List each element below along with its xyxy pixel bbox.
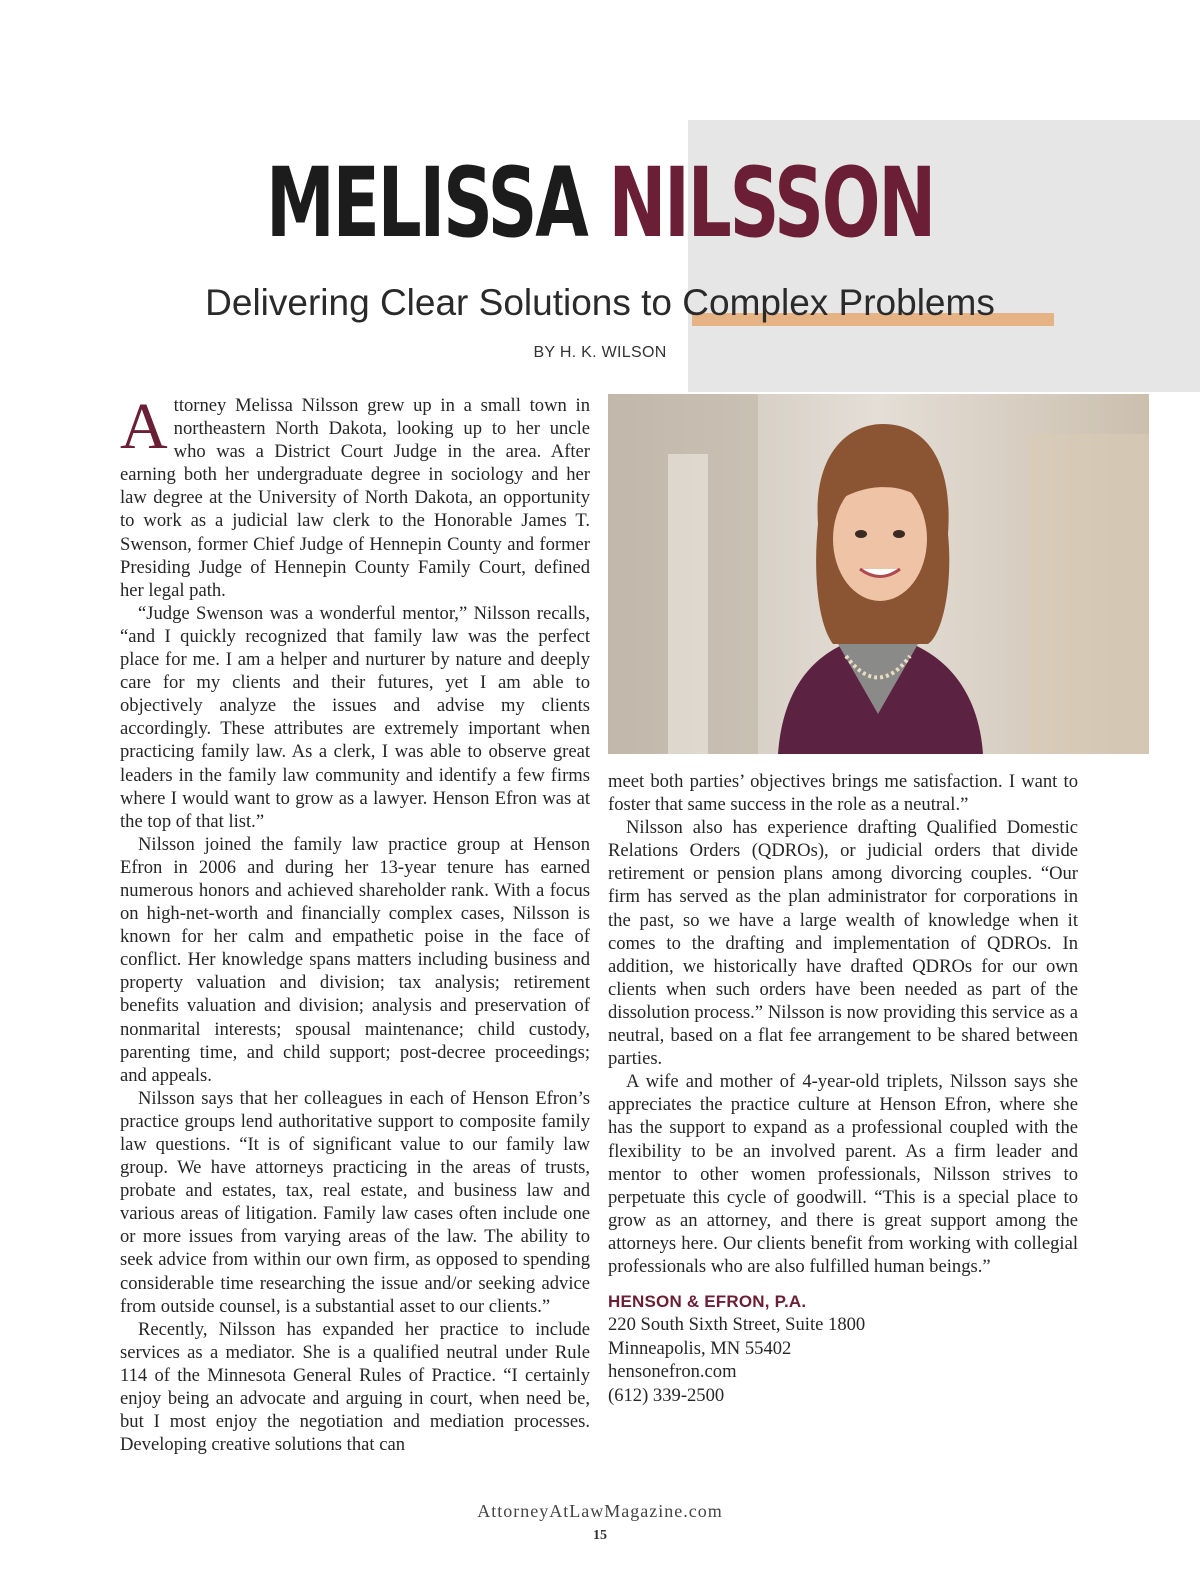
paragraph-4: Nilsson says that her colleagues in each of Henson Efron’s practice groups lend authoritative support to composite family law questions. “It is of significant value to our family law group. We have attorneys practicing in the areas of trusts, probate and estates, tax, real estate, and business law and various areas of litigation. Family law cases often include one or more issues from varying areas of the law. The ability to seek advice from within our own firm, as opposed to spending considerable time researching the issue and/or seeking advice from outside counsel, is a substantial asset to our clients.” (120, 1087, 590, 1317)
paragraph-7: Nilsson also has experience drafting Qualified Domestic Relations Orders (QDROs), or judicial orders that divide retirement or pension plans among divorcing couples. “Our firm has served as the plan administrator for corporations in the past, so we have a large wealth of knowledge when it comes to the drafting and implementation of QDROs. In addition, we historically have drafted QDROs for our own clients when such orders have been needed as part of the dissolution process.” Nilsson is now providing this service as a neutral, based on a flat fee arrangement to be shared between parties. (608, 817, 1078, 1070)
title-first-name: MELISSA (265, 147, 587, 259)
portrait-illustration (608, 394, 1149, 754)
firm-phone: (612) 339-2500 (608, 1384, 725, 1406)
title-last-name: NILSSON (608, 147, 935, 259)
firm-name: HENSON & EFRON, P.A. (608, 1292, 807, 1312)
drop-cap: A (120, 390, 168, 463)
portrait-photo (608, 394, 1149, 754)
page-title (168, 148, 1032, 258)
paragraph-5: Recently, Nilsson has expanded her practice to include services as a mediator. She is a qualified neutral under Rule 114 of the Minnesota General Rules of Practice. “I certainly enjoy being an advocate and arguing in court, when need be, but I most enjoy the negotiation and mediation processes. Developing creative solutions that can (120, 1318, 590, 1456)
paragraph-6: meet both parties’ objectives brings me satisfaction. I want to foster that same success in the role as a neutral.” (608, 771, 1078, 816)
paragraph-1-text: ttorney Melissa Nilsson grew up in a small town in northeastern North Dakota, looking up to her uncle who was a District Court Judge in the area. After earning both her undergraduate degree in sociology and her law degree at the University of North Dakota, an opportunity to work as a judicial law clerk to the Honorable James T. Swenson, former Chief Judge of Hennepin County and former Presiding Judge of Hennepin County Family Court, defined her legal path. (120, 395, 590, 601)
article-column-right (608, 770, 1078, 1407)
firm-website-link[interactable]: hensonefron.com (608, 1361, 737, 1383)
paragraph-3: Nilsson joined the family law practice group at Henson Efron in 2006 and during her 13-year tenure has earned numerous honors and achieved shareholder rank. With a focus on high-net-worth and financially complex cases, Nilsson is known for her calm and empathetic poise in the face of conflict. Her knowledge spans matters including business and property valuation and division; tax analysis; retirement benefits valuation and division; analysis and preservation of nonmarital interests; spousal maintenance; child custody, parenting time, and child support; post-decree proceedings; and appeals. (120, 833, 590, 1086)
firm-address-line-2: Minneapolis, MN 55402 (608, 1337, 792, 1359)
page-number: 15 (593, 1528, 607, 1543)
firm-address-line-1: 220 South Sixth Street, Suite 1800 (608, 1314, 866, 1336)
firm-contact (608, 1290, 1078, 1407)
paragraph-1 (120, 390, 590, 602)
subtitle: Delivering Clear Solutions to Complex Problems (205, 282, 995, 323)
footer-site-link[interactable]: AttorneyAtLawMagazine.com (477, 1501, 723, 1521)
article-column-left (120, 390, 590, 1456)
paragraph-8: A wife and mother of 4-year-old triplets, Nilsson says she appreciates the practice culture at Henson Efron, where she has the support to expand as a professional coupled with the flexibility to be an involved parent. As a firm leader and mentor to other women professionals, Nilsson strives to perpetuate this cycle of goodwill. “This is a special place to grow as an attorney, and there is great support among the attorneys here. Our clients benefit from working with collegial professionals who are also fulfilled human beings.” (608, 1071, 1078, 1277)
byline: BY H. K. WILSON (533, 344, 667, 361)
paragraph-2: “Judge Swenson was a wonderful mentor,” Nilsson recalls, “and I quickly recognized that family law was the perfect place for me. I am a helper and nurturer by nature and deeply care for my clients and their futures, yet I am able to objectively analyze the issues and advise my clients accordingly. These attributes are extremely important when practicing family law. As a clerk, I was able to observe great leaders in the family law community and identify a few firms where I would want to grow as a lawyer. Henson Efron was at the top of that list.” (120, 602, 590, 832)
